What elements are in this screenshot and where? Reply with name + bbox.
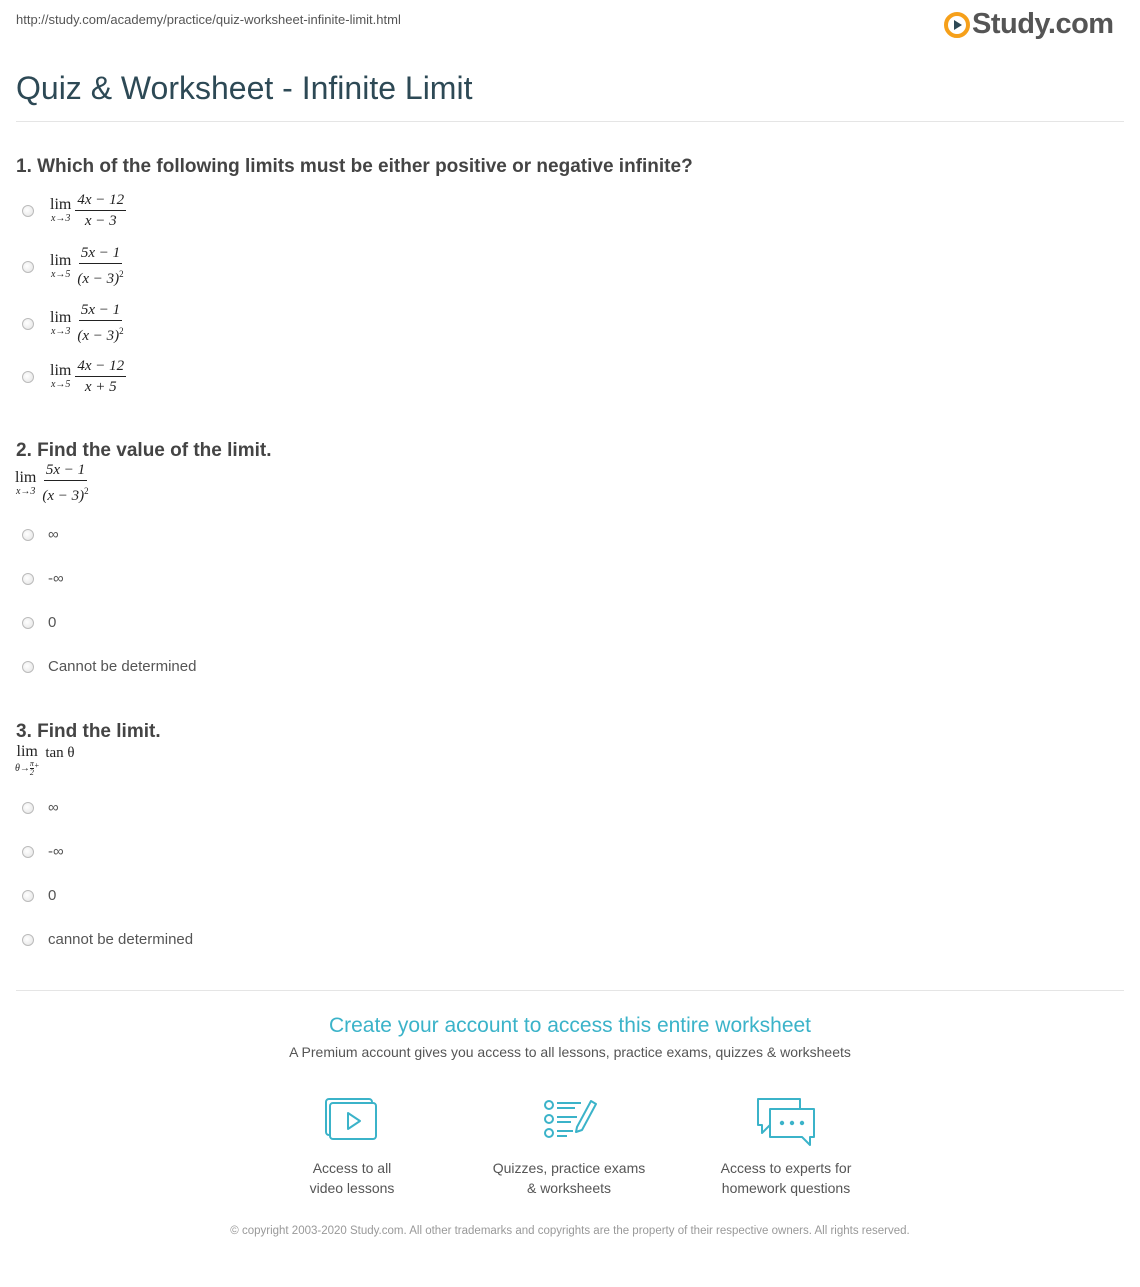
logo-text: Study.com: [972, 8, 1114, 40]
q3-option-c[interactable]: 0: [22, 887, 56, 904]
page-url: http://study.com/academy/practice/quiz-worksheet-infinite-limit.html: [16, 12, 401, 27]
radio-button[interactable]: [22, 661, 34, 673]
play-logo-icon: [944, 12, 970, 38]
limit-expression: lim x→3 $\frac{5x - 1}{(x - 3)^2}$: [50, 302, 124, 344]
q2-option-d[interactable]: Cannot be determined: [22, 658, 196, 675]
q1-option-c[interactable]: [22, 302, 126, 345]
q1-option-b[interactable]: [22, 245, 126, 288]
radio-button[interactable]: [22, 261, 34, 273]
q1-option-a[interactable]: [22, 192, 126, 230]
feature-video-lessons: [252, 1095, 452, 1198]
radio-button[interactable]: [22, 846, 34, 858]
video-lessons-icon: [320, 1095, 384, 1149]
radio-button[interactable]: [22, 890, 34, 902]
page-title: Quiz & Worksheet - Infinite Limit: [16, 70, 473, 106]
radio-button[interactable]: [22, 934, 34, 946]
cta-subtitle: A Premium account gives you access to all lessons, practice exams, quizzes & worksheets: [289, 1044, 851, 1060]
cta-title[interactable]: Create your account to access this entire worksheet: [328, 1014, 812, 1037]
quiz-list-icon: [537, 1095, 601, 1149]
radio-button[interactable]: [22, 802, 34, 814]
question-2: 2. Find the value of the limit.: [16, 440, 272, 461]
q3-option-d[interactable]: cannot be determined: [22, 931, 193, 948]
feature-quizzes: [469, 1095, 669, 1198]
copyright: © copyright 2003-2020 Study.com. All other trademarks and copyrights are the property of their respective owners. All rights reserved.: [230, 1225, 910, 1237]
q3-option-b[interactable]: -∞: [22, 843, 64, 860]
q2-option-b[interactable]: -∞: [22, 570, 64, 587]
limit-expression: lim x→5 $\frac{5x - 1}{(x - 3)^2}$: [50, 245, 124, 287]
divider: [16, 990, 1124, 991]
q1-option-d[interactable]: [22, 358, 126, 396]
limit-expression: lim x→3 $\frac{4x - 12}{x - 3}$: [50, 192, 125, 229]
feature-text: Quizzes, practice exams & worksheets: [492, 1160, 646, 1196]
radio-button[interactable]: [22, 318, 34, 330]
q2-limit-expression: lim x→3 $\frac{5x - 1}{(x - 3)^2}$: [15, 462, 89, 504]
q3-limit-expression: lim θ→ π 2 + tan θ: [15, 743, 75, 777]
limit-expression: lim x→5 $\frac{4x - 12}{x + 5}$: [50, 358, 125, 395]
q2-option-c[interactable]: 0: [22, 614, 56, 631]
chat-bubbles-icon: [754, 1095, 818, 1149]
study-logo[interactable]: [944, 8, 1114, 41]
q3-option-a[interactable]: ∞: [22, 799, 59, 816]
q2-option-a[interactable]: ∞: [22, 526, 59, 543]
radio-button[interactable]: [22, 617, 34, 629]
feature-text: Access to all video lessons: [309, 1160, 395, 1196]
feature-text: Access to experts for homework questions: [720, 1160, 852, 1196]
question-1: 1. Which of the following limits must be either positive or negative infinite?: [16, 156, 693, 177]
radio-button[interactable]: [22, 529, 34, 541]
radio-button[interactable]: [22, 371, 34, 383]
radio-button[interactable]: [22, 205, 34, 217]
radio-button[interactable]: [22, 573, 34, 585]
divider: [16, 121, 1124, 122]
feature-experts: [686, 1095, 886, 1198]
question-3: 3. Find the limit.: [16, 721, 161, 742]
